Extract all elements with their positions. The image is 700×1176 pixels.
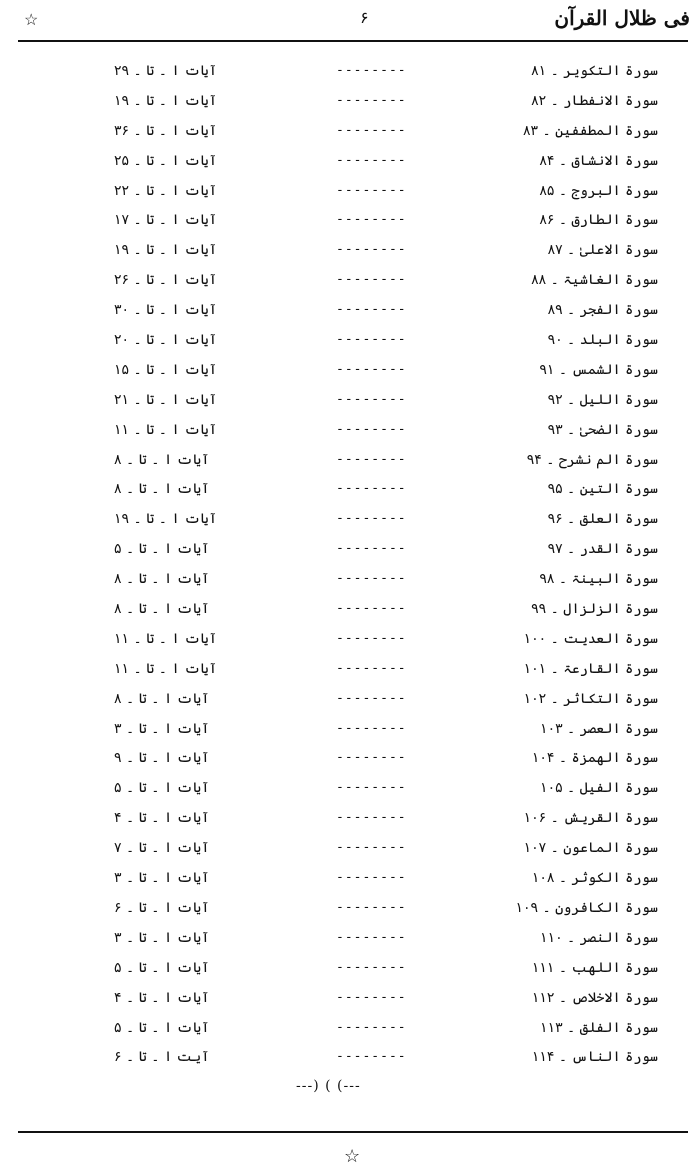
end-mark: ---) ( (--- [296,1078,361,1094]
star-icon: ☆ [24,10,39,29]
surah-name: سورۃ الزلزال ۔ ۹۹ [531,601,658,618]
dash-leader: -------- [336,421,407,437]
ayat-range: آیات ا ۔ تا ۔ ۸ [114,571,210,588]
table-row [0,1016,700,1046]
table-row [0,418,700,448]
table-row [0,776,700,806]
table-row [0,866,700,896]
dash-leader: -------- [336,929,407,945]
surah-name: سورۃ الطارق ۔ ۸۶ [539,212,658,229]
ayat-range: آیات ا ۔ تا ۔ ۳ [114,929,210,946]
ayat-range: آیات ا ۔ تا ۔ ۸ [114,481,210,498]
table-row [0,89,700,119]
dash-leader: -------- [336,1019,407,1035]
table-row [0,358,700,388]
table-row [0,567,700,597]
dash-leader: -------- [336,601,407,617]
surah-name: سورۃ الناس ۔ ۱۱۴ [531,1049,658,1066]
ayat-range: آیات ا ۔ تا ۔ ۲۰ [114,332,217,349]
ayat-range: آیات ا ۔ تا ۔ ۳ [114,720,210,737]
table-row [0,149,700,179]
dash-leader: -------- [336,152,407,168]
ayat-range: آیات ا ۔ تا ۔ ۸ [114,601,210,618]
table-row [0,119,700,149]
surah-name: سورۃ القارعۃ ۔ ۱۰۱ [523,660,658,677]
dash-leader: -------- [336,541,407,557]
surah-name: سورۃ التکویر ۔ ۸۱ [531,63,658,79]
table-row [0,717,700,747]
table-row [0,448,700,478]
table-row [0,597,700,627]
page-number: ۶ [360,8,369,27]
ayat-range: آیات ا ۔ تا ۔ ۱۷ [114,212,217,229]
ayat-range: آیات ا ۔ تا ۔ ۳۰ [114,302,217,319]
surah-name: سورۃ الکوثر ۔ ۱۰۸ [531,870,658,887]
ayat-range: آیت ا ۔ تا ۔ ۶ [114,1049,210,1066]
ayat-range: آیات ا ۔ تا ۔ ۹ [114,750,210,767]
ayat-range: آیات ا ۔ تا ۔ ۵ [114,541,210,558]
table-row [0,208,700,238]
dash-leader: -------- [336,361,407,377]
surah-name: سورۃ الفلق ۔ ۱۱۳ [540,1019,658,1036]
footer-rule [18,1131,688,1133]
dash-leader: -------- [336,302,407,318]
table-row [0,986,700,1016]
surah-name: سورۃ المطففین ۔ ۸۳ [522,122,658,139]
surah-name: سورۃ النصر ۔ ۱۱۰ [540,929,658,946]
ayat-range: آیات ا ۔ تا ۔ ۶ [114,899,210,916]
surah-name: سورۃ الاخلاص ۔ ۱۱۲ [531,989,658,1006]
surah-name: سورۃ الکافرون ۔ ۱۰۹ [515,899,658,916]
surah-name: سورۃ الاعلیٰ ۔ ۸۷ [547,242,658,259]
dash-leader: -------- [336,870,407,886]
ayat-range: آیات ا ۔ تا ۔ ۱۵ [114,361,217,378]
surah-name: سورۃ التین ۔ ۹۵ [547,481,658,498]
table-row [0,238,700,268]
surah-name: سورۃ الغاشیۃ ۔ ۸۸ [531,272,658,289]
surah-name: سورۃ العدیت ۔ ۱۰۰ [523,630,658,647]
dash-leader: -------- [336,332,407,348]
ayat-range: آیات ا ۔ تا ۔ ۲۶ [114,272,217,289]
table-row [0,657,700,687]
table-row [0,956,700,986]
table-row [0,1045,700,1075]
dash-leader: -------- [336,451,407,467]
surah-name: سورۃ الماعون ۔ ۱۰۷ [523,840,658,857]
dash-leader: -------- [336,511,407,527]
surah-name: سورۃ القریش ۔ ۱۰۶ [523,810,658,827]
dash-leader: -------- [336,750,407,766]
table-row [0,507,700,537]
ayat-range: آیات ا ۔ تا ۔ ۱۹ [114,242,217,259]
dash-leader: -------- [336,242,407,258]
ayat-range: آیات ا ۔ تا ۔ ۱۹ [114,511,217,528]
dash-leader: -------- [336,780,407,796]
dash-leader: -------- [336,272,407,288]
table-row [0,268,700,298]
table-row [0,388,700,418]
surah-name: سورۃ الضحیٰ ۔ ۹۳ [547,421,658,438]
ayat-range: آیات ا ۔ تا ۔ ۸ [114,451,210,468]
surah-name: سورۃ البینۃ ۔ ۹۸ [539,571,658,588]
surah-name: سورۃ العلق ۔ ۹۶ [547,511,658,528]
table-row [0,179,700,209]
table-row [0,836,700,866]
surah-name: سورۃ التکاثر ۔ ۱۰۲ [523,690,658,707]
ayat-range: آیات ا ۔ تا ۔ ۱۱ [114,630,217,647]
ayat-range: آیات ا ۔ تا ۔ ۲۵ [114,152,217,169]
ayat-range: آیات ا ۔ تا ۔ ۵ [114,1019,210,1036]
dash-leader: -------- [336,630,407,646]
ayat-range: آیات ا ۔ تا ۔ ۵ [114,959,210,976]
surah-name: سورۃ الفیل ۔ ۱۰۵ [540,780,658,797]
dash-leader: -------- [336,391,407,407]
table-row [0,627,700,657]
dash-leader: -------- [336,660,407,676]
table-row [0,926,700,956]
surah-name: سورۃ اللیل ۔ ۹۲ [547,391,658,408]
table-row [0,537,700,567]
surah-name: سورۃ العصر ۔ ۱۰۳ [540,720,658,737]
ayat-range: آیات ا ۔ تا ۔ ۴ [114,989,210,1006]
table-row [0,687,700,717]
dash-leader: -------- [336,92,407,108]
ayat-range: آیات ا ۔ تا ۔ ۴ [114,810,210,827]
surah-name: سورۃ الفجر ۔ ۸۹ [547,302,658,319]
ayat-range: آیات ا ۔ تا ۔ ۸ [114,690,210,707]
table-row [0,477,700,507]
table-row [0,59,700,89]
ayat-range: آیات ا ۔ تا ۔ ۲۲ [114,182,217,199]
surah-name: سورۃ الانشاق ۔ ۸۴ [539,152,658,169]
footer-star-icon: ☆ [344,1146,361,1167]
book-title: فی ظلال القرآن [554,6,690,30]
dash-leader: -------- [336,182,407,198]
dash-leader: -------- [336,212,407,228]
dash-leader: -------- [336,959,407,975]
table-row [0,806,700,836]
dash-leader: -------- [336,989,407,1005]
dash-leader: -------- [336,571,407,587]
ayat-range: آیات ا ۔ تا ۔ ۲۱ [114,391,217,408]
table-row [0,328,700,358]
dash-leader: -------- [336,840,407,856]
table-row [0,746,700,776]
ayat-range: آیات ا ۔ تا ۔ ۷ [114,840,210,857]
table-row [0,298,700,328]
dash-leader: -------- [336,810,407,826]
dash-leader: -------- [336,690,407,706]
ayat-range: آیات ا ۔ تا ۔ ۱۱ [114,421,217,438]
ayat-range: آیات ا ۔ تا ۔ ۵ [114,780,210,797]
surah-name: سورۃ الم نشرح ۔ ۹۴ [526,451,658,468]
dash-leader: -------- [336,122,407,138]
ayat-range: آیات ا ۔ تا ۔ ۱۹ [114,92,217,109]
surah-name: سورۃ البلد ۔ ۹۰ [547,332,658,349]
surah-name: سورۃ الانفطار ۔ ۸۲ [531,92,658,109]
surah-name: سورۃ الھمزۃ ۔ ۱۰۴ [531,750,658,767]
ayat-range: آیات ا ۔ تا ۔ ۲۹ [114,63,217,79]
surah-name: سورۃ البروج ۔ ۸۵ [539,182,658,199]
page-header [0,0,700,44]
dash-leader: -------- [336,720,407,736]
surah-name: سورۃ القدر ۔ ۹۷ [547,541,658,558]
dash-leader: -------- [336,899,407,915]
table-row [0,896,700,926]
dash-leader: -------- [336,63,407,78]
header-rule [18,40,688,42]
ayat-range: آیات ا ۔ تا ۔ ۳۶ [114,122,217,139]
dash-leader: -------- [336,1049,407,1065]
dash-leader: -------- [336,481,407,497]
ayat-range: آیات ا ۔ تا ۔ ۳ [114,870,210,887]
surah-name: سورۃ اللھب ۔ ۱۱۱ [531,959,658,976]
surah-index-list [0,59,700,1075]
ayat-range: آیات ا ۔ تا ۔ ۱۱ [114,660,217,677]
surah-name: سورۃ الشمس ۔ ۹۱ [539,361,658,378]
